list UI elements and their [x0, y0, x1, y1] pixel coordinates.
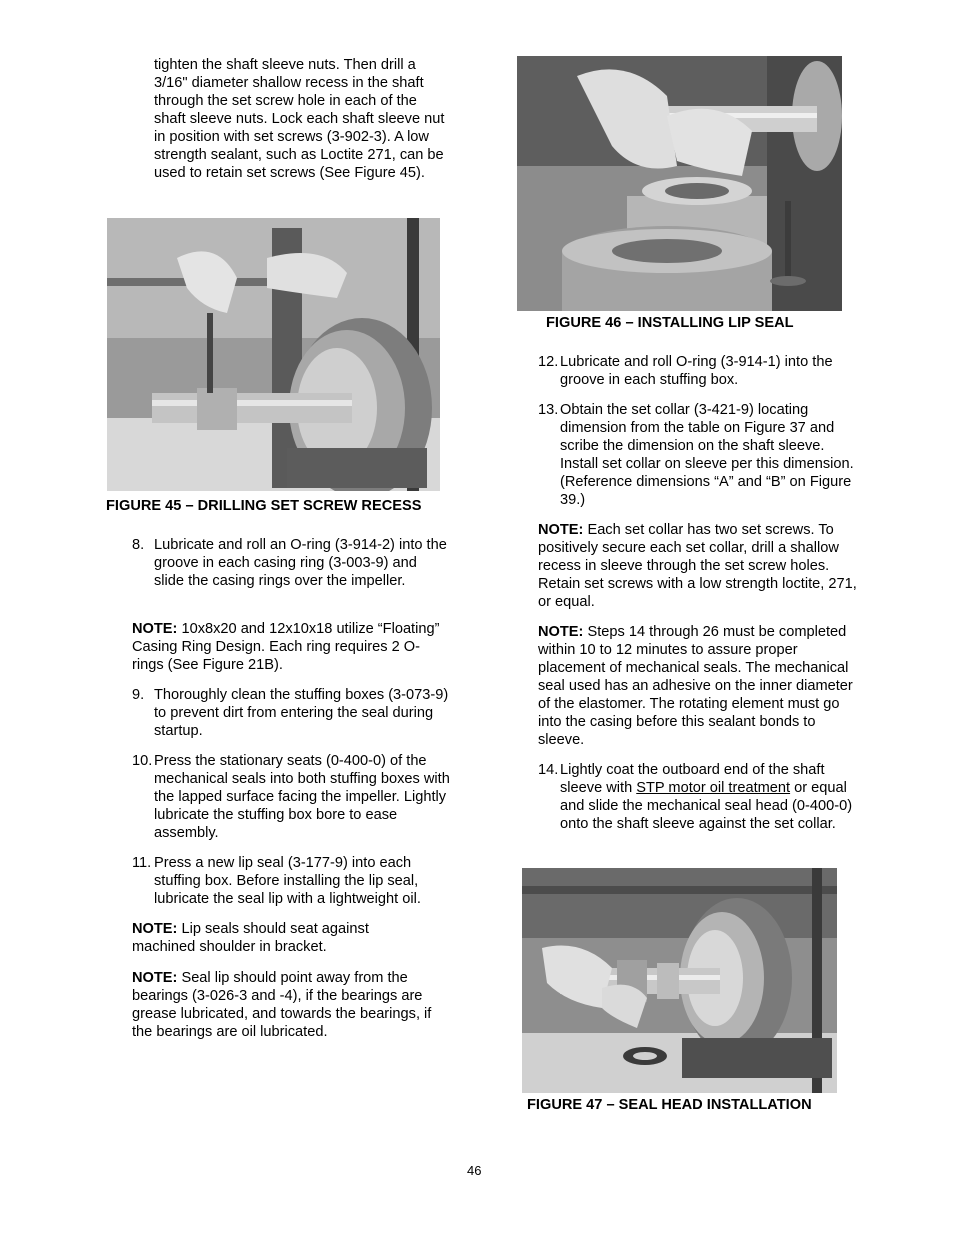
note-seal-lip-direction	[132, 969, 450, 1041]
note-floating-casing-ring	[132, 620, 450, 674]
figure-45-photo	[107, 218, 440, 491]
step-number: 10.	[132, 753, 153, 769]
step-number: 12.	[538, 354, 559, 370]
step-text: Lubricate and roll an O-ring (3-914-2) into the groove in each casing ring (3-003-9) and slide the casing rings over the impeller.	[154, 537, 447, 589]
figure-45-illustration	[107, 218, 440, 491]
note-text: Lip seals should seat against machined shoulder in bracket.	[132, 921, 369, 955]
step-text	[560, 761, 860, 833]
figure-46-caption: FIGURE 46 – INSTALLING LIP SEAL	[546, 315, 794, 331]
figure-47-caption: FIGURE 47 – SEAL HEAD INSTALLATION	[527, 1097, 812, 1113]
step-text: Obtain the set collar (3-421-9) locating dimension from the table on Figure 37 and scribe the dimension on the shaft sleeve. Install set collar on sleeve per this dimension. (Reference dimensions “A” and “B” on Figure 39.)	[560, 402, 854, 508]
step-number: 8.	[132, 537, 145, 553]
step-text-part: or equal and slide the mechanical seal head (0-400-0) onto the shaft sleeve against the set collar.	[560, 780, 853, 832]
note-label: NOTE:	[538, 624, 584, 640]
stp-oil-treatment-term: STP motor oil treatment	[636, 780, 791, 796]
step-text-part: Lightly coat the outboard end of the shaft sleeve with	[560, 762, 825, 796]
intro-paragraph: tighten the shaft sleeve nuts. Then drill a 3/16" diameter shallow recess in the shaft through the set screw hole in each of the shaft sleeve nuts. Lock each shaft sleeve nut in position with set screws (3-902-3). A low strength sealant, such as Loctite 271, can be used to retain set screws (See Figure 45).	[154, 57, 445, 181]
note-lip-seal-seat	[132, 920, 432, 956]
note-label: NOTE:	[132, 621, 178, 637]
step-text: Thoroughly clean the stuffing boxes (3-073-9) to prevent dirt from entering the seal during startup.	[154, 687, 449, 739]
note-text: Steps 14 through 26 must be completed within 10 to 12 minutes to assure proper placement of mechanical seals. The mechanical seal used has an adhesive on the inner diameter of the elastomer. The rotating element must go into the casing before this sealant bonds to sleeve.	[538, 624, 853, 748]
note-label: NOTE:	[538, 522, 584, 538]
note-text: Seal lip should point away from the bearings (3-026-3 and -4), if the bearings are grease lubricated, and towards the bearings, if the bearings are oil lubricated.	[132, 970, 432, 1040]
note-label: NOTE:	[132, 970, 178, 986]
figure-46-illustration	[517, 56, 842, 311]
figure-45-caption: FIGURE 45 – DRILLING SET SCREW RECESS	[106, 498, 422, 514]
step-text: Press the stationary seats (0-400-0) of the mechanical seals into both stuffing boxes with the lapped surface facing the impeller. Lightly lubricate the stuffing box bore to ease assembly.	[154, 753, 450, 841]
step-number: 13.	[538, 402, 559, 418]
note-label: NOTE:	[132, 921, 178, 937]
note-text: 10x8x20 and 12x10x18 utilize “Floating” Casing Ring Design. Each ring requires 2 O-rings (See Figure 21B).	[132, 621, 440, 673]
page-number: 46	[467, 1163, 482, 1178]
note-set-collar-screws	[538, 521, 860, 611]
step-number: 9.	[132, 687, 145, 703]
step-text: Lubricate and roll O-ring (3-914-1) into the groove in each stuffing box.	[560, 354, 833, 388]
note-text: Each set collar has two set screws. To positively secure each set collar, drill a shallow recess in sleeve through the set screw holes. Retain set screws with a low strength loctite, 271, or equal.	[538, 522, 857, 610]
step-text: Press a new lip seal (3-177-9) into each stuffing box. Before installing the lip seal, lubricate the seal lip with a lightweight oil.	[154, 855, 421, 907]
figure-46-photo	[517, 56, 842, 311]
figure-47-illustration	[522, 868, 837, 1093]
step-number: 11.	[132, 855, 152, 871]
figure-47-photo	[522, 868, 837, 1093]
step-number: 14.	[538, 762, 559, 778]
note-time-limit	[538, 623, 860, 749]
